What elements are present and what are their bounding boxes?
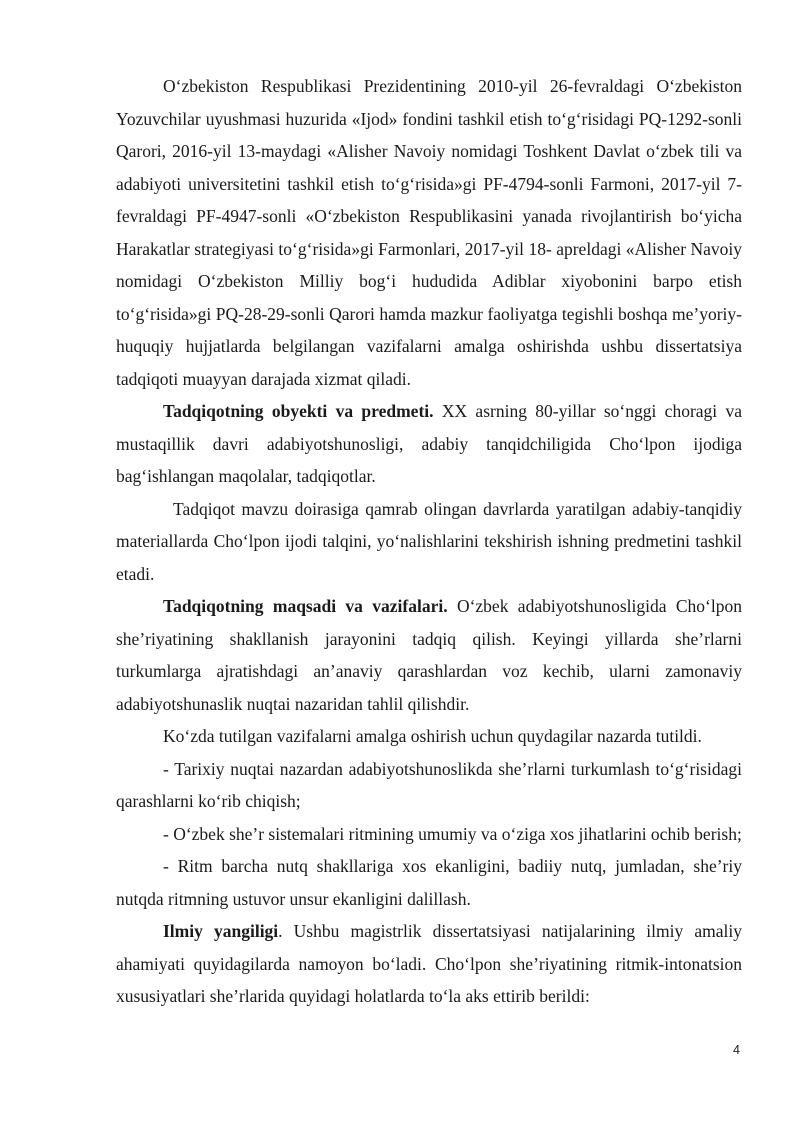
list-item-task-1 (116, 753, 742, 818)
paragraph-text: . Ushbu magistrlik dissertatsiyasi natijalarining ilmiy amaliy ahamiyati quyidagilarda namoyon bo‘ladi. Cho‘lpon she’riyatining ritmik-intonatsion xususiyatlari she’rlarida quyidagi holatlarda to‘la aks ettirib berildi: (116, 921, 742, 1006)
paragraph-text: O‘zbek adabiyotshunosligida Cho‘lpon she’riyatining shakllanish jarayonini tadqiq qilish. Keyingi yillarda she’rlarni turkumlarga ajratishdagi an’anaviy qarashlardan voz kechib, ularni zamonaviy adabiyotshunaslik nuqtai nazaridan tahlil qilishdir. (116, 596, 742, 714)
list-item-task-2 (116, 818, 742, 851)
page-body (116, 70, 742, 1013)
paragraph-text: Ko‘zda tutilgan vazifalarni amalga oshirish uchun quydagilar nazarda tutildi. (163, 726, 702, 746)
section-heading: Tadqiqotning obyekti va predmeti. (163, 401, 434, 421)
paragraph-text: - Ritm barcha nutq shakllariga xos ekanligini, badiiy nutq, jumladan, she’riy nutqda ritmning ustuvor unsur ekanligini dalillash. (116, 856, 742, 909)
section-heading: Tadqiqotning maqsadi va vazifalari. (163, 596, 448, 616)
paragraph-tasks-intro (116, 720, 742, 753)
paragraph-text: - O‘zbek she’r sistemalari ritmining umumiy va o‘ziga xos jihatlarini ochib berish; (163, 823, 742, 844)
paragraph-text: - Tarixiy nuqtai nazardan adabiyotshunoslikda she’rlarni turkumlash to‘g‘risidagi qarashlarni ko‘rib chiqish; (116, 758, 742, 811)
list-item-task-3 (116, 850, 742, 915)
paragraph-goals (116, 590, 742, 720)
page-number: 4 (733, 1043, 740, 1057)
paragraph-text: O‘zbekiston Respublikasi Prezidentining 2010-yil 26-fevraldagi O‘zbekiston Yozuvchilar uyushmasi huzurida «Ijod» fondini tashkil etish to‘g‘risidagi PQ-1292-sonli Qarori, 2016-yil 13-maydagi «Alisher Navoiy nomidagi Toshkent Davlat o‘zbek tili va adabiyoti universitetini tashkil etish to‘g‘risida»gi PF-4794-sonli Farmoni, 2017-yil 7-fevraldagi PF-4947-sonli «O‘zbekiston Respublikasini yanada rivojlantirish bo‘yicha Harakatlar strategiyasi to‘g‘risida»gi Farmonlari, 2017-yil 18- apreldagi «Alisher Navoiy nomidagi O‘zbekiston Milliy bog‘i hududida Adiblar xiyobonini barpo etish to‘g‘risida»gi PQ-28-29-sonli Qarori hamda mazkur faoliyatga tegishli boshqa me’yoriy-huquqiy hujjatlarda belgilangan vazifalarni amalga oshirishda ushbu dissertatsiya tadqiqoti muayyan darajada xizmat qiladi. (116, 76, 742, 389)
section-heading: Ilmiy yangiligi (163, 921, 279, 941)
paragraph-text: Tadqiqot mavzu doirasiga qamrab olingan davrlarda yaratilgan adabiy-tanqidiy materiallarda Cho‘lpon ijodi talqini, yo‘nalishlarini tekshirish ishning predmetini tashkil etadi. (116, 498, 742, 584)
paragraph-research-subject (116, 493, 742, 591)
paragraph-legal-basis (116, 70, 742, 395)
paragraph-novelty (116, 915, 742, 1013)
paragraph-research-object (116, 395, 742, 493)
paragraph-text: XX asrning 80-yillar so‘nggi choragi va mustaqillik davri adabiyotshunosligi, adabiy tanqidchiligida Cho‘lpon ijodiga bag‘ishlangan maqolalar, tadqiqotlar. (116, 401, 742, 486)
